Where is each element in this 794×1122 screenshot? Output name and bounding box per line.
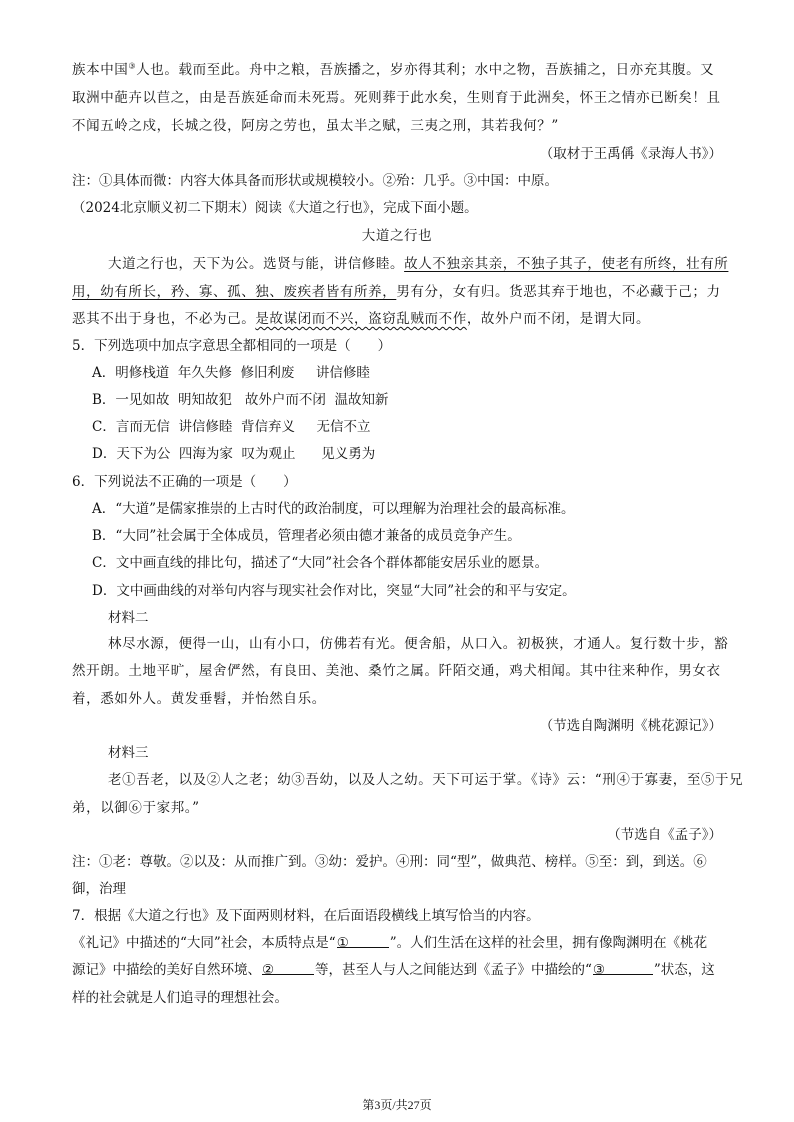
passage-line: 然开朗。土地平旷，屋舍俨然，有良田、美池、桑竹之属。阡陌交通，鸡犬相闻。其中往来种作，男女衣: [72, 663, 721, 679]
option-item: 天下为公: [116, 446, 171, 462]
option-item: 见义勇为: [321, 446, 376, 462]
q7-text: 源记》中描绘的美好自然环境、: [72, 962, 261, 978]
option-item: 四海为家: [178, 446, 233, 462]
q5-option-b[interactable]: [92, 390, 388, 410]
answer-blank-1[interactable]: [336, 933, 389, 951]
q6-option-c[interactable]: C．文中画直线的排比句，描述了“大同”社会各个群体都能安居乐业的愿景。: [92, 555, 549, 571]
passage-line: [72, 309, 650, 329]
passage-text: 男有分，女有归。货恶其弃于地也，不必藏于己；力: [396, 284, 721, 300]
option-item: 故外户而不闭: [244, 392, 326, 408]
material-3-note: 注：①老：尊敬。②以及：从而推广到。③幼：爱护。④刑：同“型”，做典范、榜样。⑤至：到，到送。⑥: [72, 854, 707, 870]
wavy-underlined-text: 是故谋闭而不兴，盗窃乱贼而不作: [255, 311, 467, 327]
q5-option-c[interactable]: [92, 417, 371, 437]
passage-line: 弟，以御⑥于家邦。”: [72, 800, 200, 816]
passage-text: 恶其不出于身也，不必为己。: [72, 311, 256, 327]
passage-source: （取材于王禹偁《录海人书》）: [539, 146, 722, 162]
passage-line: 林尽水源，便得一山，山有小口，仿佛若有光。便舍船，从口入。初极狭，才通人。复行数十步，豁: [108, 636, 729, 652]
q5-option-d[interactable]: [92, 444, 375, 464]
passage-text: 大道之行也，天下为公。选贤与能，讲信修睦。: [108, 256, 405, 272]
question-7-stem: 7．根据《大道之行也》及下面两则材料，在后面语段横线上填写恰当的内容。: [72, 908, 540, 924]
passage-line: [72, 60, 714, 80]
option-label: C．: [92, 419, 116, 435]
answer-blank-2[interactable]: [262, 960, 314, 978]
q6-option-a[interactable]: A．“大道”是儒家推崇的上古时代的政治制度，可以理解为治理社会的最高标准。: [92, 501, 575, 517]
passage-note: 注：①具体而微：内容大体具备而形状或规模较小。②殆：几乎。③中国：中原。: [72, 173, 558, 189]
option-item: 明修栈道: [115, 365, 170, 381]
option-item: 修旧利废: [240, 365, 295, 381]
option-item: 年久失修: [177, 365, 232, 381]
q7-text: ”。人们生活在这样的社会里，拥有像陶渊明在《桃花: [389, 935, 708, 951]
material-3-note: 御，治理: [72, 881, 126, 897]
q6-option-d[interactable]: D．文中画曲线的对举句内容与现实社会作对比，突显“大同”社会的和平与安定。: [92, 583, 576, 599]
q5-option-a[interactable]: [92, 363, 370, 383]
q6-option-b[interactable]: B．“大同”社会属于全体成员，管理者必须由德才兼备的成员竞争产生。: [92, 528, 521, 544]
option-label: A．: [92, 365, 116, 381]
option-label: B．: [92, 392, 116, 408]
option-item: 叹为观止: [241, 446, 296, 462]
q7-paragraph-line: [72, 933, 707, 953]
blank-number: ①: [336, 935, 349, 951]
passage-line: [72, 282, 721, 302]
option-label: D．: [92, 446, 117, 462]
material-3-source: （节选自《孟子》）: [607, 827, 722, 843]
option-item: 言而无信: [115, 419, 170, 435]
option-item: 背信弃义: [241, 419, 296, 435]
passage-text: 族本中国: [72, 62, 129, 78]
passage-line: 着，悉如外人。黄发垂髫，并怡然自乐。: [72, 691, 326, 707]
q7-text: 等，甚至人与人之间能达到《孟子》中描绘的“: [315, 962, 592, 978]
option-item: 讲信修睦: [315, 365, 370, 381]
passage-text: ，故外户而不闭，是谓大同。: [466, 311, 651, 327]
option-item: 明知故犯: [178, 392, 233, 408]
passage-line: 不闻五岭之戍，长城之役，阿房之劳也，虽太半之赋，三夷之刑，其若我何？”: [72, 118, 559, 134]
question-6-stem: 6．下列说法不正确的一项是（ ）: [72, 474, 297, 490]
q7-paragraph-line: 样的社会就是人们追寻的理想社会。: [72, 990, 288, 1006]
passage-title: 大道之行也: [361, 228, 433, 244]
material-2-source: （节选自陶渊明《桃花源记》）: [539, 718, 722, 734]
q7-text: ”状态，这: [653, 962, 715, 978]
q7-text: 《礼记》中描述的“大同”社会，本质特点是“: [72, 935, 336, 951]
footnote-mark: ③: [128, 61, 137, 71]
straight-underlined-text: 用，幼有所长，矜、寡、孤、独、废疾者皆有所养，: [72, 284, 397, 300]
question-5-stem: 5．下列选项中加点字意思全都相同的一项是（ ）: [72, 338, 392, 354]
passage-text: 人也。载而至此。舟中之粮，吾族播之，岁亦得其利；水中之物，吾族捕之，日亦充其腹。又: [136, 62, 715, 78]
passage-line: [108, 254, 728, 274]
straight-underlined-text: 故人不独亲其亲，不独子其子，使老有所终，壮有所: [404, 256, 729, 272]
option-item: 讲信修睦: [178, 419, 233, 435]
option-item: 无信不立: [316, 419, 371, 435]
option-item: 一见如故: [115, 392, 170, 408]
question-intro: （2024北京顺义初二下期末）阅读《大道之行也》，完成下面小题。: [72, 200, 478, 216]
blank-number: ③: [592, 962, 606, 978]
option-item: 温故知新: [334, 392, 389, 408]
page-footer: 第3页/共27页: [362, 1098, 432, 1112]
material-3-heading: 材料三: [108, 745, 149, 761]
passage-line: 老①吾老，以及②人之老；幼③吾幼，以及人之幼。天下可运于掌。《诗》云：“刑④于寡妻，至⑤于兄: [108, 772, 744, 788]
material-2-heading: 材料二: [108, 610, 149, 626]
answer-blank-3[interactable]: [592, 960, 653, 978]
blank-number: ②: [262, 962, 275, 978]
q7-paragraph-line: [72, 960, 715, 980]
passage-line: 取洲中葩卉以苣之，由是吾族延命而未死焉。死则葬于此水矣，生则育于此洲矣，怀王之情亦已断矣！且: [72, 90, 721, 106]
